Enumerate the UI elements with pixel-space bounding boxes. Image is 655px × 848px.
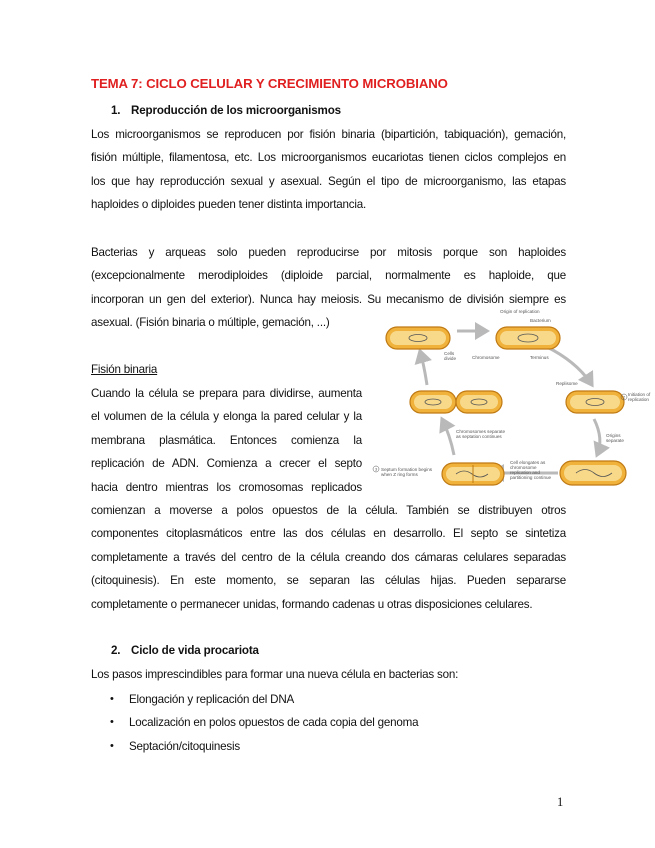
label-chrom-sep: Chromosomes separate [456, 429, 506, 434]
section-1-number: 1. [111, 104, 121, 117]
label-replisome: Replisome [556, 381, 578, 386]
text-line: membrana plasmática. Entonces comienza la [91, 433, 362, 447]
text-line: (excepcionalmente merodiploides (diploide parcial, normalmente es haploide, que [91, 269, 566, 283]
text-line: Bacterias y arqueas solo pueden reproducirse por mitosis porque son haploides [91, 246, 566, 259]
step-3-number: 3 [375, 466, 378, 472]
cycle-arrow [442, 419, 454, 455]
fision-binaria-heading [91, 358, 157, 381]
label-elongates-c: replication and [510, 470, 540, 475]
list-item [108, 711, 418, 734]
label-chromosome: Chromosome [472, 355, 500, 360]
steps-list [108, 688, 418, 758]
cycle-arrow [547, 347, 592, 385]
label-step2-b: replication [628, 397, 649, 402]
text-line: incorporan un gen del exterior). Nunca hay meiosis. Su mecanismo de división siempre es [91, 292, 566, 306]
label-step2: Initiation of [628, 392, 651, 397]
text-line: los que hay reproducción sexual y asexual. Según el tipo de microorganismo, las etapas [91, 174, 566, 188]
label-elongates-b: chromosome [510, 465, 537, 470]
section-1-paragraph-1 [91, 123, 566, 217]
bullet-icon: • [110, 693, 114, 705]
page-title: TEMA 7: CICLO CELULAR Y CRECIMIENTO MICROBIANO [91, 76, 448, 91]
label-terminus: Terminus [530, 355, 549, 360]
label-bacterium: Bacterium [530, 318, 551, 323]
bacterium-cell [566, 391, 624, 413]
section-1-heading [111, 104, 341, 117]
bullet-icon: • [110, 739, 114, 752]
bacterium-cell [560, 461, 626, 485]
text-line: asexual. (Fisión binaria o múltiple, gemación, ...) [91, 316, 330, 330]
fision-wide-text [91, 499, 566, 616]
label-origin: Origin of replication [500, 309, 540, 314]
cycle-arrow [594, 419, 600, 455]
section-1-title: Reproducción de los microorganismos [131, 104, 341, 117]
bacterium-cell [496, 327, 560, 349]
label-origins: Origins [606, 433, 621, 438]
label-elongates-d: partitioning continue [510, 475, 552, 480]
list-item [108, 735, 418, 758]
label-step3-b: when Z ring forms [381, 472, 418, 477]
text-line: hacia dentro mientras los cromosomas replicados [91, 480, 362, 494]
label-elongates: Cell elongates as [510, 460, 546, 465]
label-step3: Septum formation begins [381, 467, 433, 472]
section-2-title: Ciclo de vida procariota [131, 644, 259, 657]
text-line: replicación de ADN. Comienza a crecer el septo [91, 457, 362, 471]
page-number: 1 [557, 795, 564, 809]
section-2-number: 2. [111, 644, 121, 657]
bacterium-cell-septum [442, 463, 504, 485]
text-line: fisión múltiple, filamentosa, etc. Los microorganismos eucariotas tienen ciclos complejos en [91, 151, 566, 165]
bullet-icon: • [110, 716, 114, 729]
cycle-arrow [420, 351, 427, 385]
text-line: Los pasos imprescindibles para formar una nueva célula en bacterias son: [91, 668, 459, 681]
text-line: completamente o permanecer unidas, formando cadenas u otras disposiciones celulares. [91, 597, 533, 611]
bacterium-cell-dividing [410, 391, 502, 413]
label-chrom-sep-b: as septation continues [456, 434, 502, 439]
label-cells-divide: Cells [444, 351, 455, 356]
text-line: (citoquinesis). En este momento, se separan las células hijas. Pueden separarse [91, 574, 566, 588]
subheading: Fisión binaria [91, 363, 158, 376]
label-cells-divide-2: divide [444, 356, 457, 361]
binary-fission-diagram [372, 307, 651, 505]
list-item-text: Elongación y replicación del DNA [129, 693, 295, 706]
text-line: comienzan a moverse a polos opuestos de la célula. También se distribuyen otros [91, 504, 566, 517]
fision-narrow-text [91, 382, 362, 499]
text-line: el volumen de la célula y elonga la pared celular y la [91, 410, 362, 424]
list-item [108, 688, 418, 711]
text-line: Cuando la célula se prepara para dividirse, aumenta [91, 387, 362, 400]
list-item-text: Localización en polos opuestos de cada copia del genoma [129, 716, 419, 730]
label-origins-b: separate [606, 438, 624, 443]
text-line: Los microorganismos se reproducen por fisión binaria (bipartición, tabiquación), gemación, [91, 128, 566, 141]
section-2-heading [111, 644, 259, 657]
text-line: haploides o diploides pueden tener distinta importancia. [91, 198, 366, 212]
text-line: componentes citoplasmáticos entre las dos células en desarrollo. El septo se sintetiza [91, 527, 566, 541]
step-2-number: 2 [623, 394, 626, 400]
list-item-text: Septación/citoquinesis [129, 739, 240, 753]
section-2-intro [91, 663, 458, 686]
bacterium-cell [386, 327, 450, 349]
text-line: completamente a través del centro de la célula creando dos cámaras celulares separadas [91, 550, 566, 564]
